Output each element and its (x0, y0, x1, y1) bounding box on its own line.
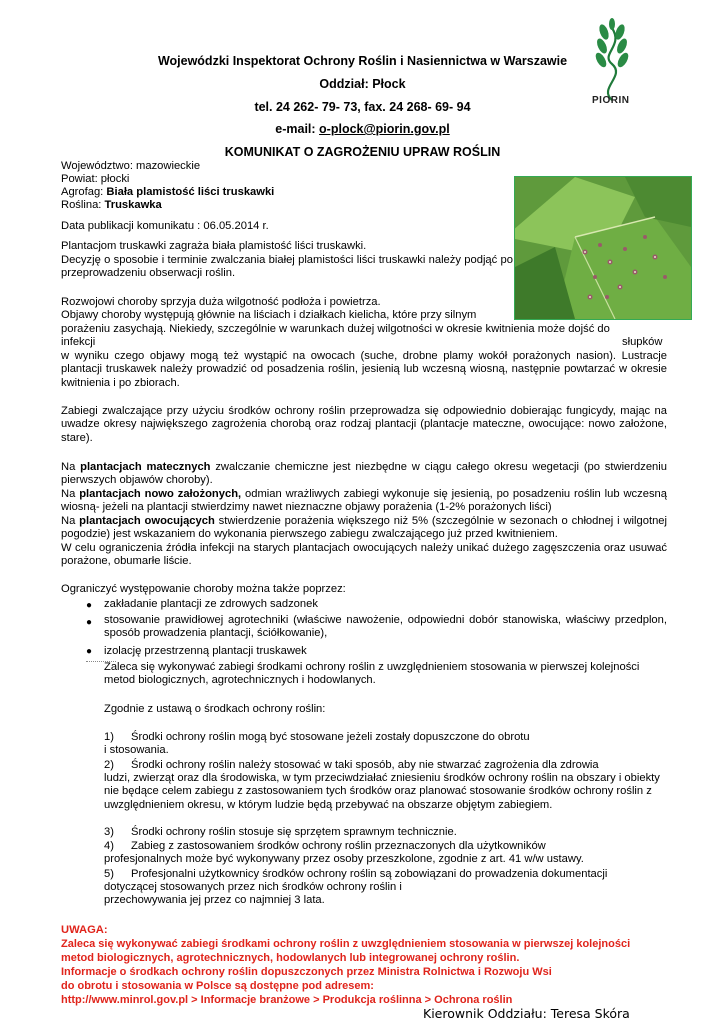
signature: Kierownik Oddziału: Teresa Skóra (423, 1006, 630, 1021)
p3: Zabiegi zwalczające przy użyciu środków ochrony roślin przeprowadza się odpowiednio dobierając fungicydy, mając na uwadze okresy największego zagrożenia chorobą oraz rodzaj plantacji (plantacje mateczne, owocujące: nowo założone, stare). (61, 405, 667, 444)
rule-cont: ludzi, zwierząt oraz dla środowiska, w tym przeciwdziałać zniesieniu środków ochrony roślin na obszary i obiekty nie będące celem zabiegu z zastosowaniem tych środków oraz planować stosowanie środków ochrony roślin z uwzględnieniem okresu, w którym ludzie będą przebywać na obszarze objętym zabiegiem. (104, 772, 660, 811)
header-branch: Oddział: Płock (319, 77, 406, 91)
uwaga-line3: Informacje o środkach ochrony roślin dopuszczonych przez Ministra Rolnictwa i Rozwoju Wsi (61, 966, 552, 978)
uwaga-line4: do obrotu i stosowania w Polsce są dostępne pod adresem: (61, 980, 374, 992)
p1b: Decyzję o sposobie i terminie zwalczania białej plamistości liści truskawki należy podjąć po przeprowadzeniu obserwacji roślin. (61, 254, 513, 280)
header-phone: tel. 24 262- 79- 73, fax. 24 268- 69- 94 (254, 100, 471, 114)
rule-text: Profesjonalni użytkownicy środków ochrony roślin są zobowiązani do prowadzenia dokumentacji (131, 868, 608, 880)
p4-mateczne: Na plantacjach matecznych zwalczanie chemiczne jest niezbędne w ciągu całego okresu wegetacji (po stwierdzeniu pierwszych objawów choroby). (61, 461, 667, 487)
p2d2: słupków (622, 336, 663, 348)
meta-data-publikacji: Data publikacji komunikatu : 06.05.2014 r. (61, 220, 269, 232)
strawberry-leaf-photo (514, 176, 692, 320)
p2c: porażeniu zasychają. Niekiedy, szczególnie w warunkach dużej wilgotności w okresie kwitnienia może dojść do (61, 323, 610, 335)
bullet-icon: ● (86, 600, 93, 611)
meta-wojewodztwo: Województwo: mazowieckie (61, 160, 201, 172)
rule-cont: dotyczącej stosowanych przez nich środków ochrony roślin i przechowywania jej przez co najmniej 3 lata. (104, 881, 402, 907)
p2a: Rozwojowi choroby sprzyja duża wilgotność podłoża i powietrza. (61, 296, 381, 308)
p6: Zaleca się wykonywać zabiegi środkami ochrony roślin z uwzględnieniem stosowania w pierwszej kolejności metod biologicznych, agrotechnicznych i hodowlanych. (104, 661, 640, 687)
rule-text: Środki ochrony roślin mogą być stosowane jeżeli zostały dopuszczone do obrotu (131, 731, 530, 743)
meta-powiat: Powiat: płocki (61, 173, 130, 185)
rule-number: 2) (104, 759, 114, 771)
rule-cont: profesjonalnych może być wykonywany przez osoby przeszkolone, zgodnie z art. 41 w/w ustawy. (104, 853, 584, 865)
uwaga-title: UWAGA: (61, 924, 108, 936)
rule-text: Środki ochrony roślin należy stosować w taki sposób, aby nie stwarzać zagrożenia dla zdrowia (131, 759, 599, 771)
rule-cont: i stosowania. (104, 744, 169, 756)
rule-number: 5) (104, 868, 114, 880)
list-item: izolację przestrzenną plantacji truskawek (104, 645, 307, 657)
p2d1: infekcji (61, 336, 96, 348)
list-item: zakładanie plantacji ze zdrowych sadzonek (104, 598, 318, 610)
bullet-icon: ● (86, 646, 93, 657)
meta-roslina: Roślina: Truskawka (61, 199, 162, 211)
header-institution: Wojewódzki Inspektorat Ochrony Roślin i Nasiennictwa w Warszawie (157, 54, 568, 68)
rule-number: 4) (104, 840, 114, 852)
bullet-icon: ● (86, 617, 93, 628)
list-item: stosowanie prawidłowej agrotechniki (właściwe nawożenie, odpowiedni dobór stanowiska, właściwy przedplon, sposób prowadzenia plantacji, ściółkowanie), (104, 614, 667, 640)
p2e: w wyniku czego objawy mogą też wystąpić na owocach (suche, drobne plamy wokół porażonych nasion). Lustracje plantacji truskawek należy prowadzić od posadzenia roślin, jesienią lub wczesną wiosną, następnie powtarzać w okresie kwitnienia i po zbiorach. (61, 350, 667, 389)
p7: Zgodnie z ustawą o środkach ochrony roślin: (104, 703, 326, 715)
p4-ograniczenia: W celu ograniczenia źródła infekcji na starych plantacjach owocujących należy unikać dużego zagęszczenia oraz usuwać porażone, obumarłe liście. (61, 542, 667, 568)
meta-agrofag: Agrofag: Biała plamistość liści truskawki (61, 186, 275, 198)
header-email: e-mail: o-plock@piorin.gov.pl (275, 122, 450, 136)
rule-number: 1) (104, 731, 114, 743)
rule-number: 3) (104, 826, 114, 838)
p2b: Objawy choroby występują głównie na liściach i działkach kielicha, które przy silnym (61, 309, 477, 321)
p4-owocujace: Na plantacjach owocujących stwierdzenie porażenia większego niż 5% (szczególnie w sezonach o chłodnej i wilgotnej pogodzie) jest wskazaniem do wykonania pierwszego zabiegu zwalczającego już przed kwitnieniem. (61, 515, 667, 541)
rule-text: Zabieg z zastosowaniem środków ochrony roślin przeznaczonych dla użytkowników (131, 840, 546, 852)
uwaga-link-path[interactable]: http://www.minrol.gov.pl > Informacje branżowe > Produkcja roślinna > Ochrona roślin (61, 994, 513, 1006)
uwaga-line2: metod biologicznych, agrotechnicznych, hodowlanych lub integrowanej ochrony roślin. (61, 952, 520, 964)
p1a: Plantacjom truskawki zagraża biała plamistość liści truskawki. (61, 240, 367, 252)
page-title: KOMUNIKAT O ZAGROŻENIU UPRAW ROŚLIN (224, 145, 501, 159)
rule-text: Środki ochrony roślin stosuje się sprzętem sprawnym technicznie. (131, 826, 457, 838)
p4-nowo: Na plantacjach nowo założonych, odmian wrażliwych zabiegi wykonuje się jesienią, po posadzeniu roślin lub wczesną wiosną- jeżeli na plantacji stwierdzimy nawet nieznaczne objawy porażenia (1-2% porażonych liści) (61, 488, 668, 514)
uwaga-line1: Zaleca się wykonywać zabiegi środkami ochrony roślin z uwzględnieniem stosowania w pierwszej kolejności (61, 938, 631, 950)
p5: Ograniczyć występowanie choroby można także poprzez: (61, 583, 346, 595)
logo-text: PIORIN (592, 95, 630, 106)
email-link[interactable]: o-plock@piorin.gov.pl (319, 122, 450, 136)
